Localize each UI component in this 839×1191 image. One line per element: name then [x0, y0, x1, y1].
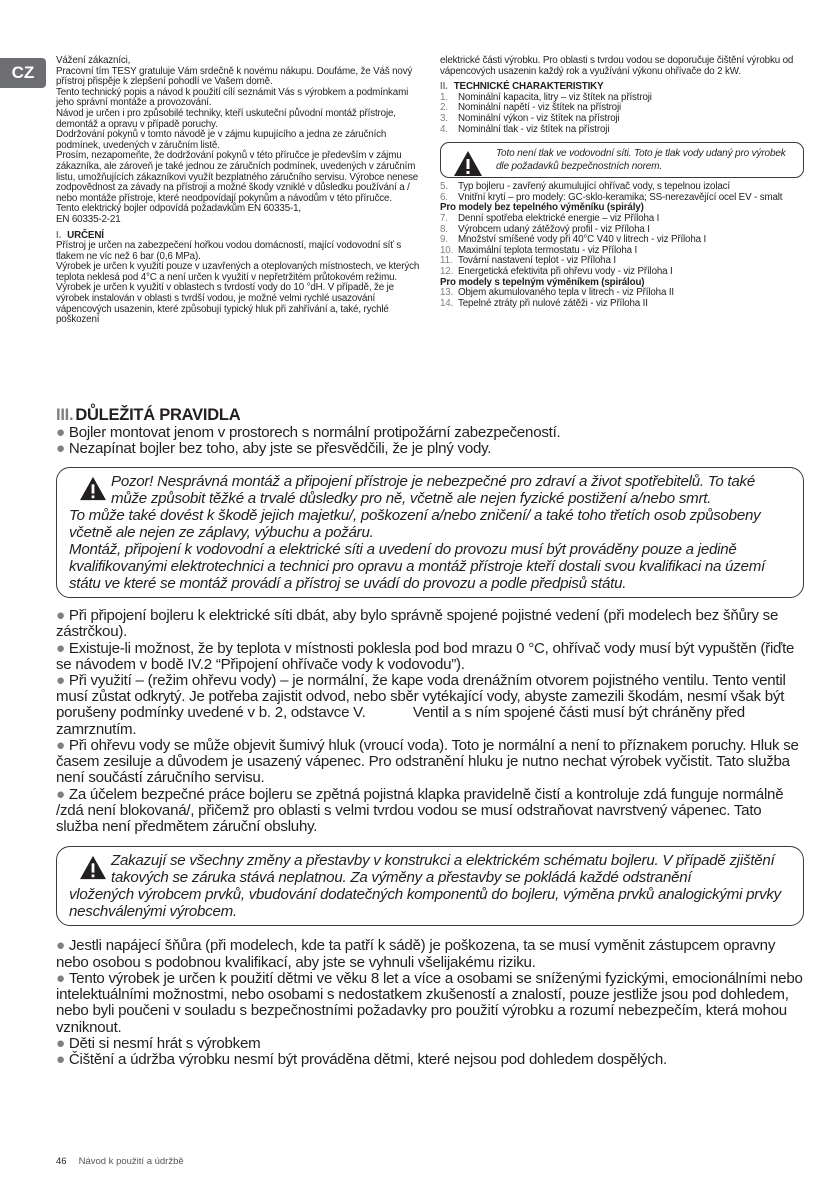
list-item [440, 125, 804, 136]
warning-icon [79, 855, 107, 880]
bullet-icon: ● [56, 672, 65, 690]
rule-text: Děti si nesmí hrát s výrobkem [68, 1034, 261, 1052]
rule-text: Existuje-li možnost, že by teplota v místnosti poklesla pod bod mrazu 0 °C, ohřívač vody musí být vypuštěn (řiďte se návodem v bodě IV.2 “Připojení ohřívače vody k vodovodu”). [56, 639, 795, 673]
modification-warning-box [56, 846, 804, 926]
item-text: Energetická efektivita při ohřevu vody - viz Příloha I [458, 265, 673, 277]
section-paragraph: Přístroj je určen na zabezpečení hořkou vodou domácností, mající vodovodní síť s tlakem ne víc než 6 bar (0,6 MPa). [56, 240, 402, 262]
intro-line: Tento elektrický bojler odpovídá požadavkům EN 60335-1, [56, 203, 301, 215]
footer-title: Návod k použití a údržbě [78, 1156, 184, 1167]
intro-line: Návod je určen i pro způsobilé techniky, kteří uskuteční původní montáž přístroje, demontáž a opravu v případě poruchy. [56, 107, 396, 130]
rule-bullet [56, 971, 804, 1036]
item-text: Množství smíšené vody při 40°C V40 v litrech - viz Příloha I [458, 234, 707, 246]
item-text: Objem akumulovaného tepla v litrech - viz Příloha II [458, 287, 674, 299]
rule-text: Čištění a údržba výrobku nesmí být prováděna dětmi, které nejsou pod dohledem dospělých. [68, 1050, 667, 1068]
intro-line: Tento technický popis a návod k použití cílí seznámit Vás s výrobkem a podmínkami jeho správní montáže a provozování. [56, 86, 409, 109]
rule-bullet [56, 1052, 804, 1068]
item-number: 8. [440, 223, 448, 235]
item-number: 11. [440, 255, 453, 267]
warning-icon [79, 476, 107, 501]
intro-line: Prosím, nezapomeňte, že dodržování pokynů v této příručce je především v zájmu zákazníka, ale zároveň je také jednou ze záručních podmínek, uvedených v záručním listu, umožňujících zákazníkovi využít bezplatného záručního servisu. Výrobce nenese zodpovědnost za závady na přístroji a možné škody vzniklé v důsledku používání a / nebo montáže přístroje, které neodpovídají pokynům a návodům v této příručce. [56, 150, 419, 204]
bullet-icon: ● [56, 607, 65, 625]
left-column [56, 56, 421, 326]
rule-text: Bojler montovat jenom v prostorech s normální protipožární zabezpečeností. [68, 424, 561, 442]
section-title: TECHNICKÉ CHARAKTERISTIKY [453, 81, 604, 93]
item-text: Denní spotřeba elektrické energie – viz Příloha I [458, 212, 660, 224]
warning-text: To může také dovést k škodě jejich majetku/, poškození a/nebo zničení/ a také toho třetích osob způsobeny včetně ale nejen ze záplavy, výbuchu a požáru. [69, 506, 761, 541]
rule-text: Nezapínat bojler bez toho, aby jste se přesvědčili, že je plný vody. [68, 440, 492, 458]
item-number: 1. [440, 91, 448, 103]
warning-text: Pozor! Nesprávná montáž a připojení přístroje je nebezpečné pro zdraví a život spotřebitelů. To také může způsobit těžké a trvalé důsledky pro ně, včetně ale nejen fyzické postižení a/nebo smrt. [111, 472, 755, 507]
item-number: 4. [440, 123, 448, 135]
rule-bullet [56, 441, 804, 457]
continued-paragraph: elektrické části výrobku. Pro oblasti s tvrdou vodou se doporučuje čištění výrobku od vápencových usazenin každý rok a využívání výkonu ohřívače do 2 kW. [440, 55, 794, 77]
item-number: 9. [440, 234, 448, 246]
warning-text: Montáž, připojení k vodovodní a elektrické síti a uvedení do provozu musí být prováděny pouze a jedině kvalifikovanými elektrotechnici a technici pro opravu a montáž přístroje kteří dostali svou kvalifikaci na území státu ve které se montáž provádí a přístroj se uvádí do provozu a podle předpisů státu. [69, 540, 765, 593]
rule-bullet [56, 1036, 804, 1052]
item-text: Výrobcem udaný zátěžový profil - viz Příloha I [458, 223, 650, 235]
intro-line: Vážení zákazníci, [56, 55, 131, 66]
rule-text: Při ohřevu vody se může objevit šumivý hluk (vroucí voda). Toto je normální a není to příznakem poruchy. Hluk se časem zesiluje a důvodem je usazený vápenec. Pro odstranění hluku je nutno nechat výrobek vyčistit. Tato služba není součástí záručního servisu. [56, 736, 799, 787]
item-text: Nominální výkon - viz štítek na přístroji [458, 112, 620, 124]
page-number: 46 [56, 1156, 67, 1167]
item-number: 10. [440, 244, 454, 256]
rule-text: Jestli napájecí šňůra (při modelech, kde ta patří k sádě) je poškozena, ta se musí vyměnit zástupcem opravny nebo osobou s podobnou kvalifikací, aby jste se vyhnuli všelijakému riziku. [56, 937, 776, 971]
bullet-icon: ● [56, 969, 65, 987]
item-text: Nominální tlak - viz štítek na přístroji [458, 123, 610, 135]
intro-line: Pracovní tím TESY gratuluje Vám srdečně k novému nákupu. Doufáme, že Váš nový přístroj přispěje k zlepšení pohodlí ve Vašem domě. [56, 65, 413, 88]
rule-bullet [56, 425, 804, 441]
pressure-note-box [440, 142, 804, 178]
installation-warning-box [56, 467, 804, 599]
item-number: 2. [440, 102, 448, 114]
group-heading: Pro modely s tepelným výměníkem (spirálou) [440, 276, 645, 288]
item-text: Nominální kapacita, litry – viz štítek na přístroji [458, 91, 652, 103]
rule-bullet [56, 608, 804, 640]
item-text: Tepelné ztráty při nulové zátěži - viz Příloha II [458, 297, 648, 309]
section-paragraph: Výrobek je určen k využití pouze v uzavřených a oteplovaných místnostech, ve kterých teplota neklesá pod 4°C a není určen k využití v nepřetržitém průtokovém režimu. Výrobek je určen k využití v oblastech s tvrdostí vody do 10 °dH. V případě, že je výrobek instalován v oblasti s tvrdší vodou, je možné velmi rychlé usazování vápencových usazenin, které způsobují typický hluk při zahřívání a, také, rychlé poškození [56, 261, 420, 326]
list-item [440, 114, 804, 125]
warning-icon [453, 150, 483, 177]
bullet-icon: ● [56, 736, 65, 754]
item-number: 12. [440, 265, 454, 277]
item-number: 13. [440, 287, 454, 299]
right-column [440, 56, 804, 309]
list-item [440, 299, 804, 310]
group-heading: Pro modely bez tepelného výměníku (spirály) [440, 202, 644, 214]
list-item [440, 214, 804, 225]
rule-bullet [56, 787, 804, 836]
warning-text: Zakazují se všechny změny a přestavby v konstrukci a elektrickém schématu bojleru. V případě zjištění takových se záruka stává neplatnou. Za výměny a přestavby se pokládá každé odstranění [111, 852, 775, 887]
section-title: DŮLEŽITÁ PRAVIDLA [75, 406, 241, 424]
item-number: 6. [440, 191, 448, 203]
item-number: 7. [440, 212, 448, 224]
section-number: II. [440, 81, 448, 93]
bullet-icon: ● [56, 1034, 65, 1052]
rule-text: Za účelem bezpečné práce bojleru se zpětná pojistná klapka pravidelně čistí a kontroluje zdá funguje normálně /zdá není blokovaná/, přičemž pro oblasti s velmi tvrdou vodou se musí odstraňovat navrstvený vápenec. Tato služba není předmětem záruční obsluhy. [56, 785, 784, 835]
section-number: III. [56, 406, 74, 424]
bullet-icon: ● [56, 937, 65, 955]
item-number: 5. [440, 181, 448, 193]
section-heading-3 [56, 407, 804, 423]
rule-text: Při využití – (režim ohřevu vody) – je normální, že kape voda drenážním otvorem pojistného ventilu. Tento ventil musí zůstat odkrytý. Je potřeba zajistit odvod, nebo sběr vytékající vody, abyste zamezili škodám, nesmí však být porušeny podmínky uvedené v b. 2, odstavce V. Ventil a s ním spojené části musí být chráněny před zamrznutím. [56, 672, 790, 738]
bullet-icon: ● [56, 785, 65, 803]
item-text: Nominální napětí - viz štítek na přístroji [458, 102, 622, 114]
warning-text: vložených výrobcem prvků, vbudování dodatečných komponentů do bojleru, výměna prvků analogickými prvky neschválenými výrobcem. [69, 886, 781, 921]
list-item [440, 267, 804, 278]
rule-bullet [56, 738, 804, 787]
item-text: Typ bojleru - zavřený akumulující ohřívač vody, s tepelnou izolací [458, 181, 730, 193]
rule-bullet [56, 641, 804, 673]
pressure-note-text: Toto není tlak ve vodovodní síti. Toto je tlak vody udaný pro výrobek dle požadavků bezpečnostních norem. [496, 148, 786, 173]
item-text: Vnitřní krytí – pro modely: GC-sklo-keramika; SS-nerezavějící ocel EV - smalt [458, 191, 783, 203]
intro-line: EN 60335-2-21 [56, 213, 121, 225]
language-tab: CZ [0, 58, 46, 88]
item-text: Tovární nastavení teplot - viz Příloha I [458, 255, 616, 267]
rule-text: Při připojení bojleru k elektrické síti dbát, aby bylo správně spojené pojistné vedení (při modelech bez šňůry se zástrčkou). [56, 607, 779, 641]
rule-bullet [56, 673, 804, 738]
bullet-icon: ● [56, 1050, 65, 1068]
section-title: URČENÍ [67, 229, 104, 241]
bullet-icon: ● [56, 424, 65, 442]
rule-text: Tento výrobek je určen k použití dětmi ve věku 8 let a více a osobami se sníženými fyzickými, emocionálními nebo intelektuálními možnostmi, nebo osobami s nedostatkem zkušeností a znalostí, pouze jestliže jsou pod dohledem, nebo byli poučeni v souladu s bezpečnostními požadavky pro použití výrobku a rozumí nebezpečím, která mohou vzniknout. [56, 969, 803, 1036]
page-footer [56, 1156, 184, 1167]
bullet-icon: ● [56, 440, 65, 458]
important-rules-section [56, 407, 804, 1068]
item-number: 3. [440, 112, 448, 124]
item-number: 14. [440, 297, 454, 309]
intro-line: Dodržování pokynů v tomto návodě je v zájmu kupujícího a jedna ze záručních podmínek, uvedených v záručním listě. [56, 129, 387, 151]
rule-bullet [56, 938, 804, 970]
section-number: I. [56, 229, 62, 241]
item-text: Maximální teplota termostatu - viz Příloha I [458, 244, 638, 256]
bullet-icon: ● [56, 639, 65, 657]
